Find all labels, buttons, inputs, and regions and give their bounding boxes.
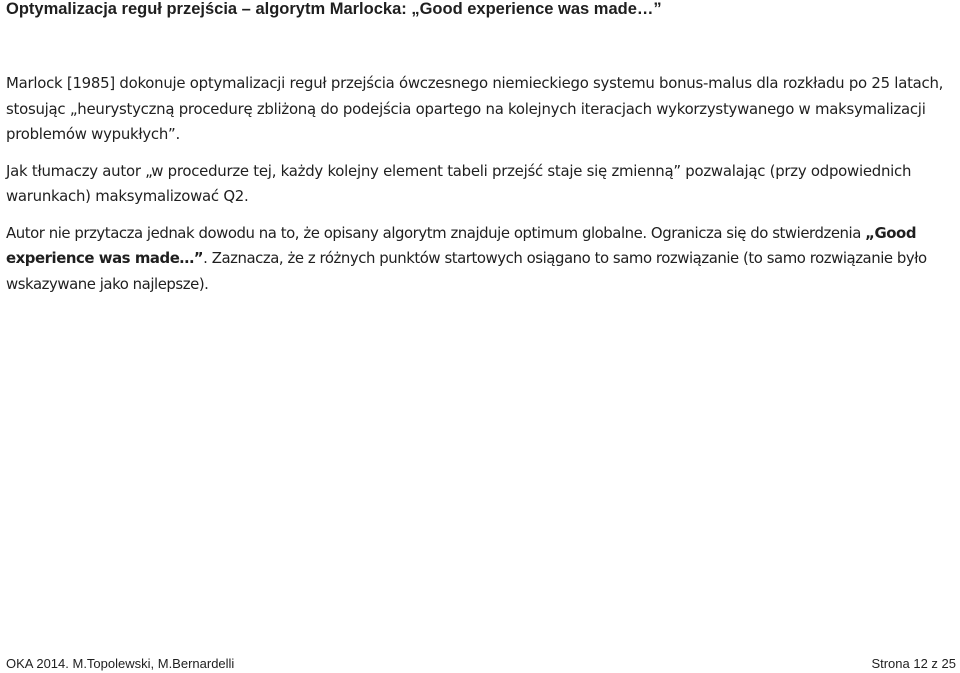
paragraph-author-explanation: Jak tłumaczy autor „w procedurze tej, każdy kolejny element tabeli przejść staje się zmienną” pozwalając (przy odpowiednich warunkach) maksymalizować Q2. — [6, 161, 912, 205]
good-experience-quote: „Good experience was made…” — [6, 223, 917, 267]
slide-title: Optymalizacja reguł przejścia – algorytm Marlocka: „Good experience was made…” — [6, 0, 662, 18]
slide-body — [6, 71, 956, 308]
paragraph-marlock-method: Marlock [1985] dokonuje optymalizacji reguł przejścia ówczesnego niemieckiego systemu bonus-malus dla rozkładu po 25 latach, stosując „heurystyczną procedurę zbliżoną do podejścia opartego na kolejnych iteracjach wykorzystywanego w maksymalizacji problemów wypukłych”. — [6, 74, 944, 143]
paragraph-global-optimum-start: Autor nie przytacza jednak dowodu na to, że opisany algorytm znajduje optimum globalne. Ogranicza się do stwierdzenia — [6, 223, 866, 242]
paragraph-global-optimum-end: . Zaznacza, że z różnych punktów startowych osiągano to samo rozwiązanie (to samo rozwiązanie było wskazywane jako najlepsze). — [6, 249, 927, 293]
footer-authors: OKA 2014. M.Topolewski, M.Bernardelli — [6, 656, 235, 671]
footer-page-number: Strona 12 z 25 — [871, 656, 956, 671]
paragraph-global-optimum — [6, 221, 956, 298]
